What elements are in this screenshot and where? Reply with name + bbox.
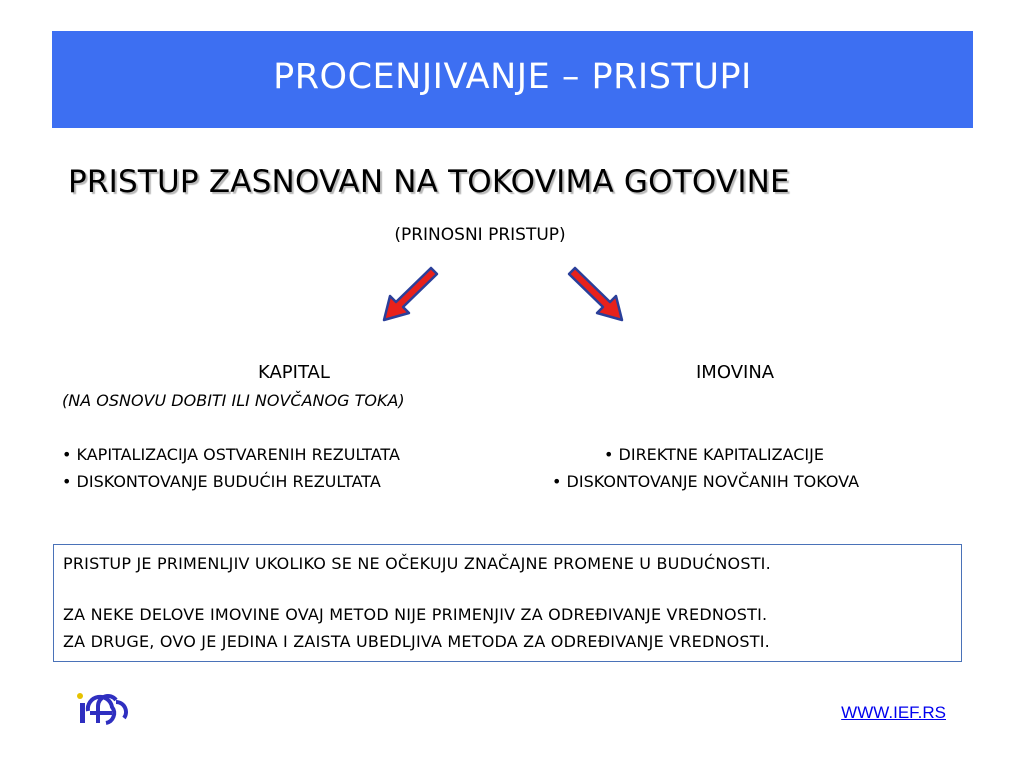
subtitle-note: (PRINOSNI PRISTUP): [394, 225, 566, 245]
ief-logo-icon: [76, 690, 132, 728]
left-bullet-item: • KAPITALIZACIJA OSTVARENIH REZULTATA: [62, 445, 400, 464]
info-line: ZA DRUGE, OVO JE JEDINA I ZAISTA UBEDLJIVA METODA ZA ODREĐIVANJE VREDNOSTI.: [63, 632, 770, 651]
info-line: ZA NEKE DELOVE IMOVINE OVAJ METOD NIJE PRIMENJIV ZA ODREĐIVANJE VREDNOSTI.: [63, 605, 768, 624]
title-bar: [52, 31, 973, 128]
right-bullet-item: • DIREKTNE KAPITALIZACIJE: [604, 445, 824, 464]
right-bullet-item: • DISKONTOVANJE NOVČANIH TOKOVA: [552, 472, 860, 491]
left-bullet-item: • DISKONTOVANJE BUDUĆIH REZULTATA: [62, 472, 381, 491]
left-column-note: (NA OSNOVU DOBITI ILI NOVČANOG TOKA): [62, 391, 405, 410]
slide-title: PROCENJIVANJE – PRISTUPI: [273, 57, 752, 97]
arrow-down-right-icon: [566, 262, 626, 326]
info-line: PRISTUP JE PRIMENLJIV UKOLIKO SE NE OČEKUJU ZNAČAJNE PROMENE U BUDUĆNOSTI.: [63, 554, 771, 573]
right-column-heading: IMOVINA: [696, 362, 775, 383]
left-column-heading: KAPITAL: [258, 362, 330, 383]
footer-website-link[interactable]: WWW.IEF.RS: [841, 703, 946, 722]
slide-subtitle: PRISTUP ZASNOVAN NA TOKOVIMA GOTOVINE: [68, 164, 790, 200]
info-box: [53, 544, 962, 662]
arrow-down-left-icon: [380, 262, 440, 326]
